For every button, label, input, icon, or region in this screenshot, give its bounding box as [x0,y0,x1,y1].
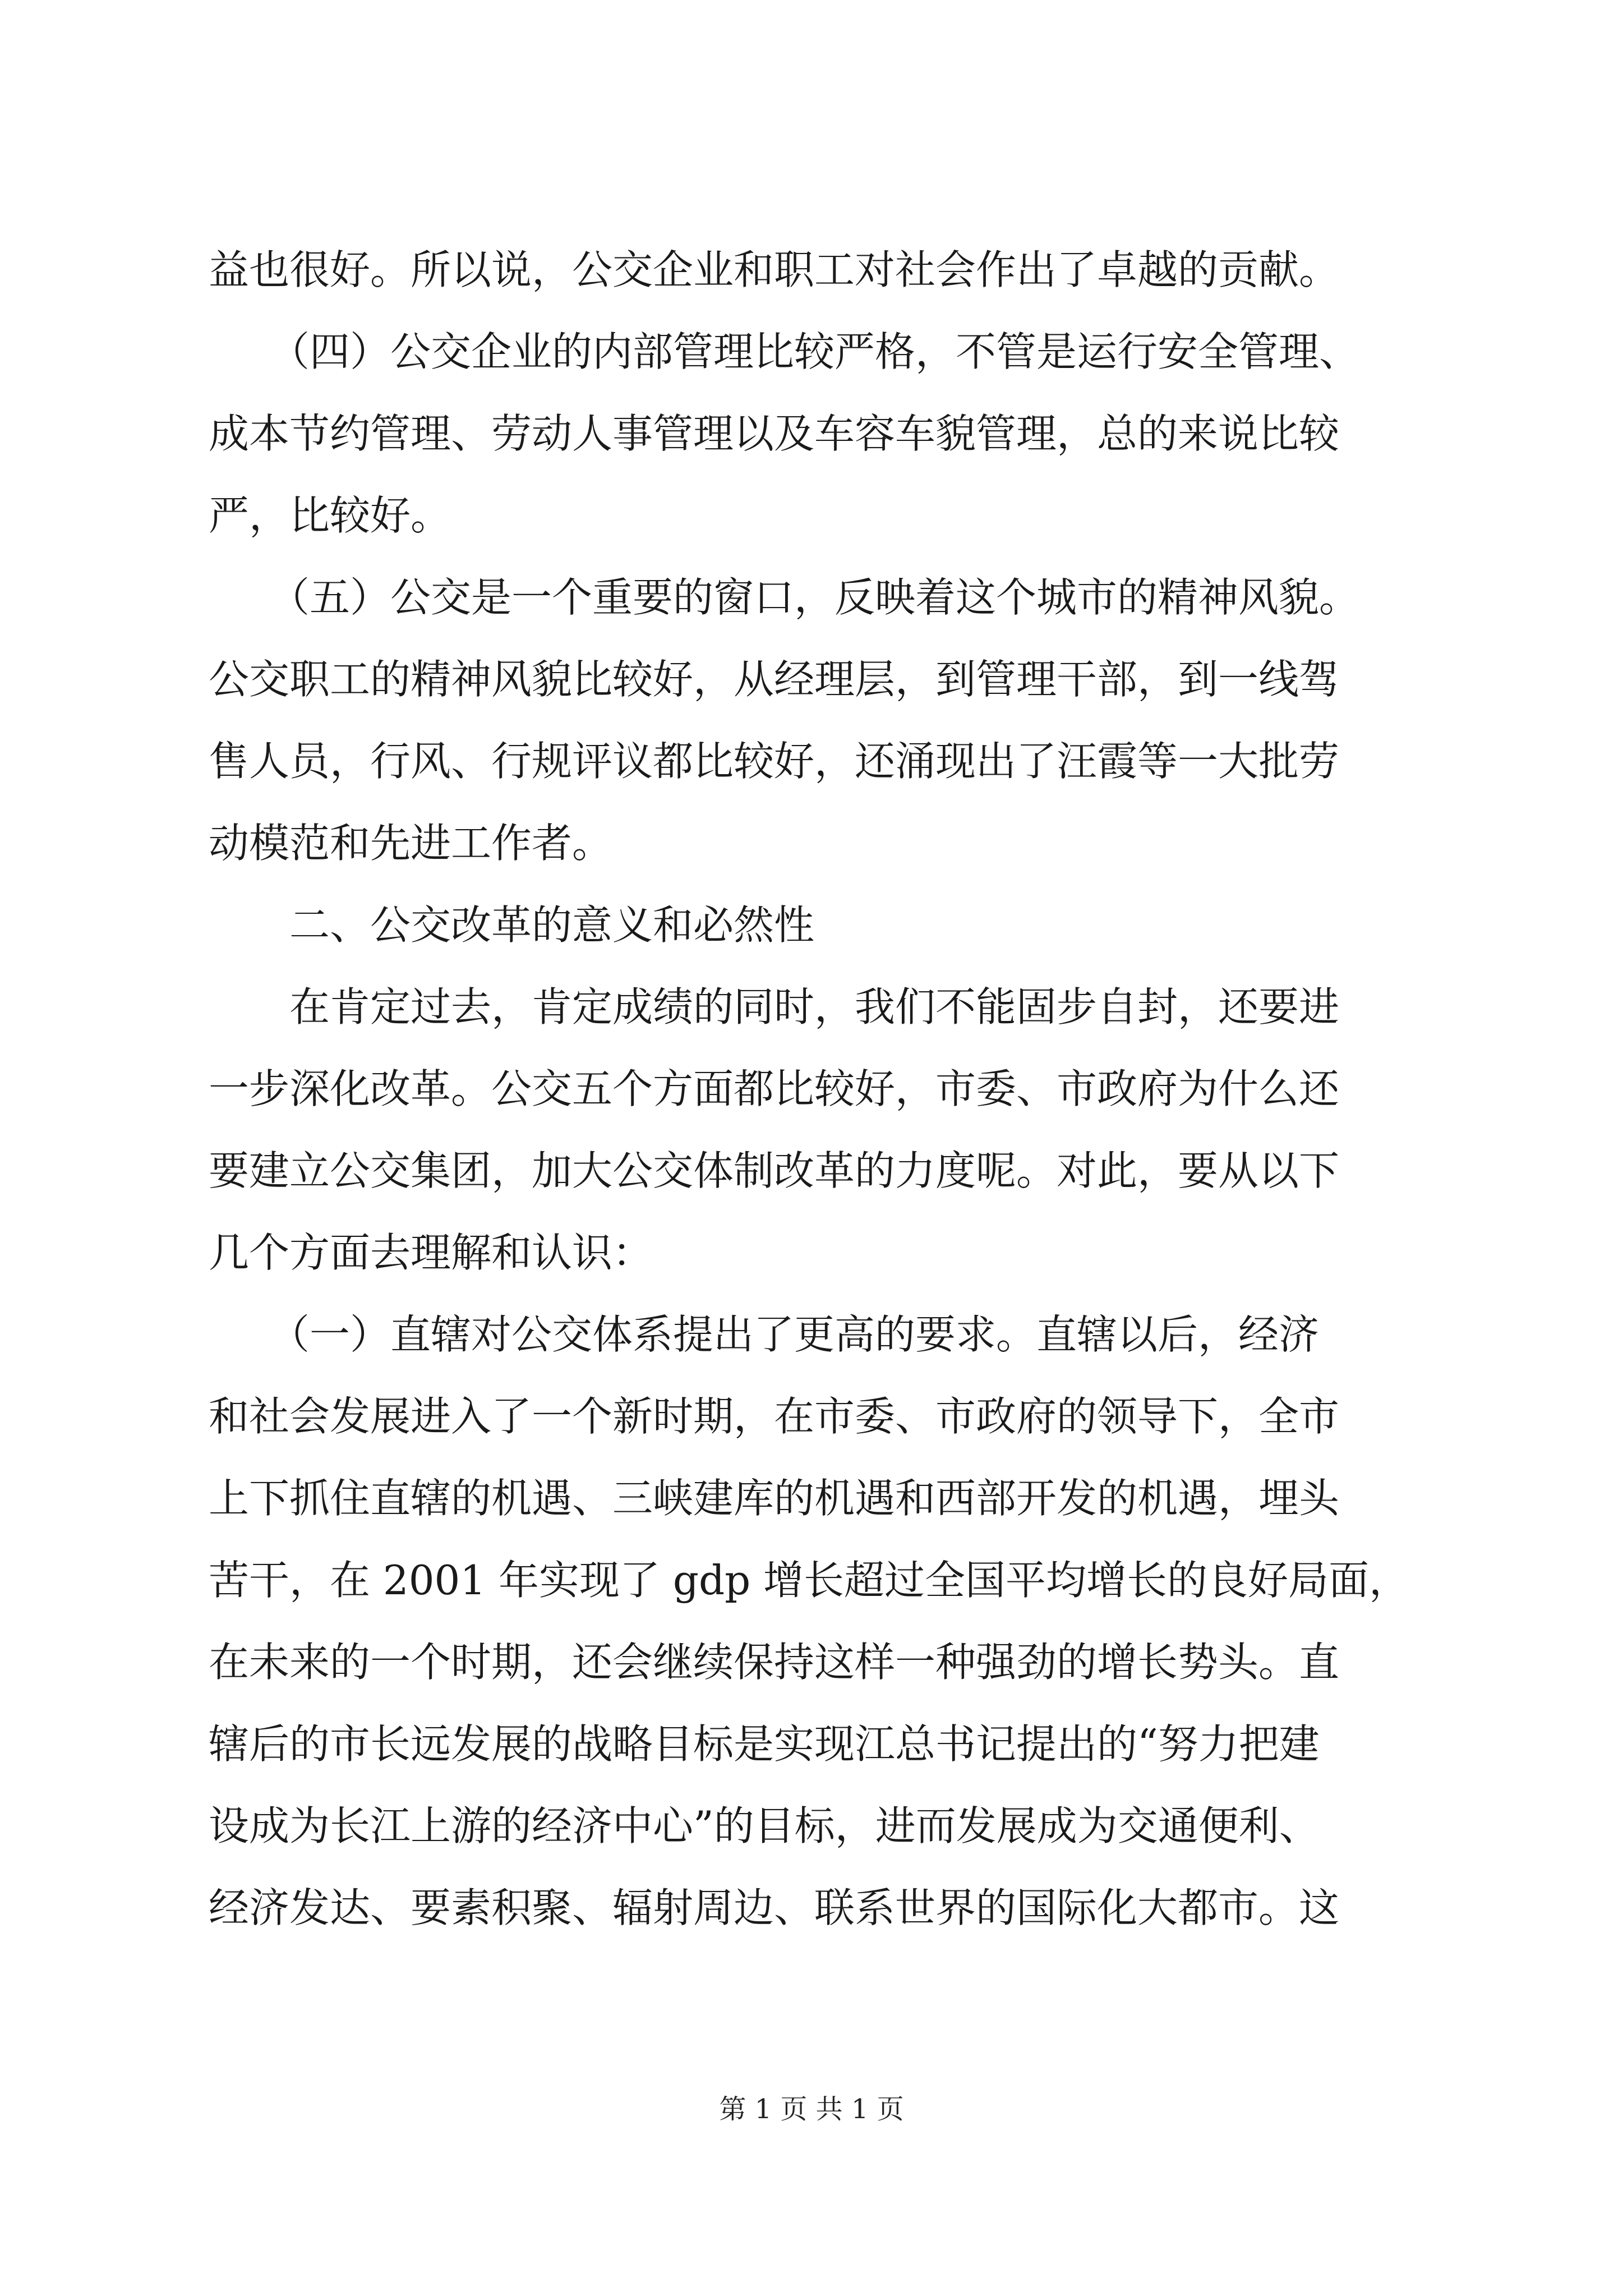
document-body [209,229,1414,1949]
text-line: （一）直辖对公交体系提出了更高的要求。直辖以后，经济 [209,1311,1320,1358]
text-line: 在未来的一个时期，还会继续保持这样一种强劲的增长势头。直 [209,1639,1340,1686]
text-line: 和社会发展进入了一个新时期，在市委、市政府的领导下，全市 [209,1393,1340,1440]
text-line: 售人员，行风、行规评议都比较好，还涌现出了汪霞等一大批劳 [209,738,1340,785]
text-line: 苦干，在 2001 年实现了 gdp 增长超过全国平均增长的良好局面， [209,1557,1410,1604]
text-line: （五）公交是一个重要的窗口，反映着这个城市的精神风貌。 [209,574,1360,621]
text-line: 设成为长江上游的经济中心”的目标，进而发展成为交通便利、 [209,1802,1320,1849]
text-line: 几个方面去理解和认识： [209,1229,653,1276]
text-line: 动模范和先进工作者。 [209,820,613,867]
text-line: 在肯定过去，肯定成绩的同时，我们不能固步自封，还要进 [209,983,1340,1030]
text-line: 要建立公交集团，加大公交体制改革的力度呢。对此，要从以下 [209,1147,1340,1194]
page-number-label: 第 1 页 共 1 页 [719,2093,904,2125]
text-line: 严，比较好。 [209,492,451,539]
text-line: 公交职工的精神风貌比较好，从经理层，到管理干部，到一线驾 [209,656,1340,703]
text-line: 上下抓住直辖的机遇、三峡建库的机遇和西部开发的机遇，埋头 [209,1475,1340,1522]
text-line: 经济发达、要素积聚、辐射周边、联系世界的国际化大都市。这 [209,1884,1340,1931]
text-line: 成本节约管理、劳动人事管理以及车容车貌管理，总的来说比较 [209,410,1340,457]
text-line: 益也很好。所以说，公交企业和职工对社会作出了卓越的贡献。 [209,246,1340,293]
page-footer [0,2092,1623,2126]
text-line: 辖后的市长远发展的战略目标是实现江总书记提出的“努力把建 [209,1720,1320,1768]
section-heading: 二、公交改革的意义和必然性 [209,901,815,949]
text-line: （四）公交企业的内部管理比较严格，不管是运行安全管理、 [209,328,1360,375]
text-line: 一步深化改革。公交五个方面都比较好，市委、市政府为什么还 [209,1065,1340,1112]
